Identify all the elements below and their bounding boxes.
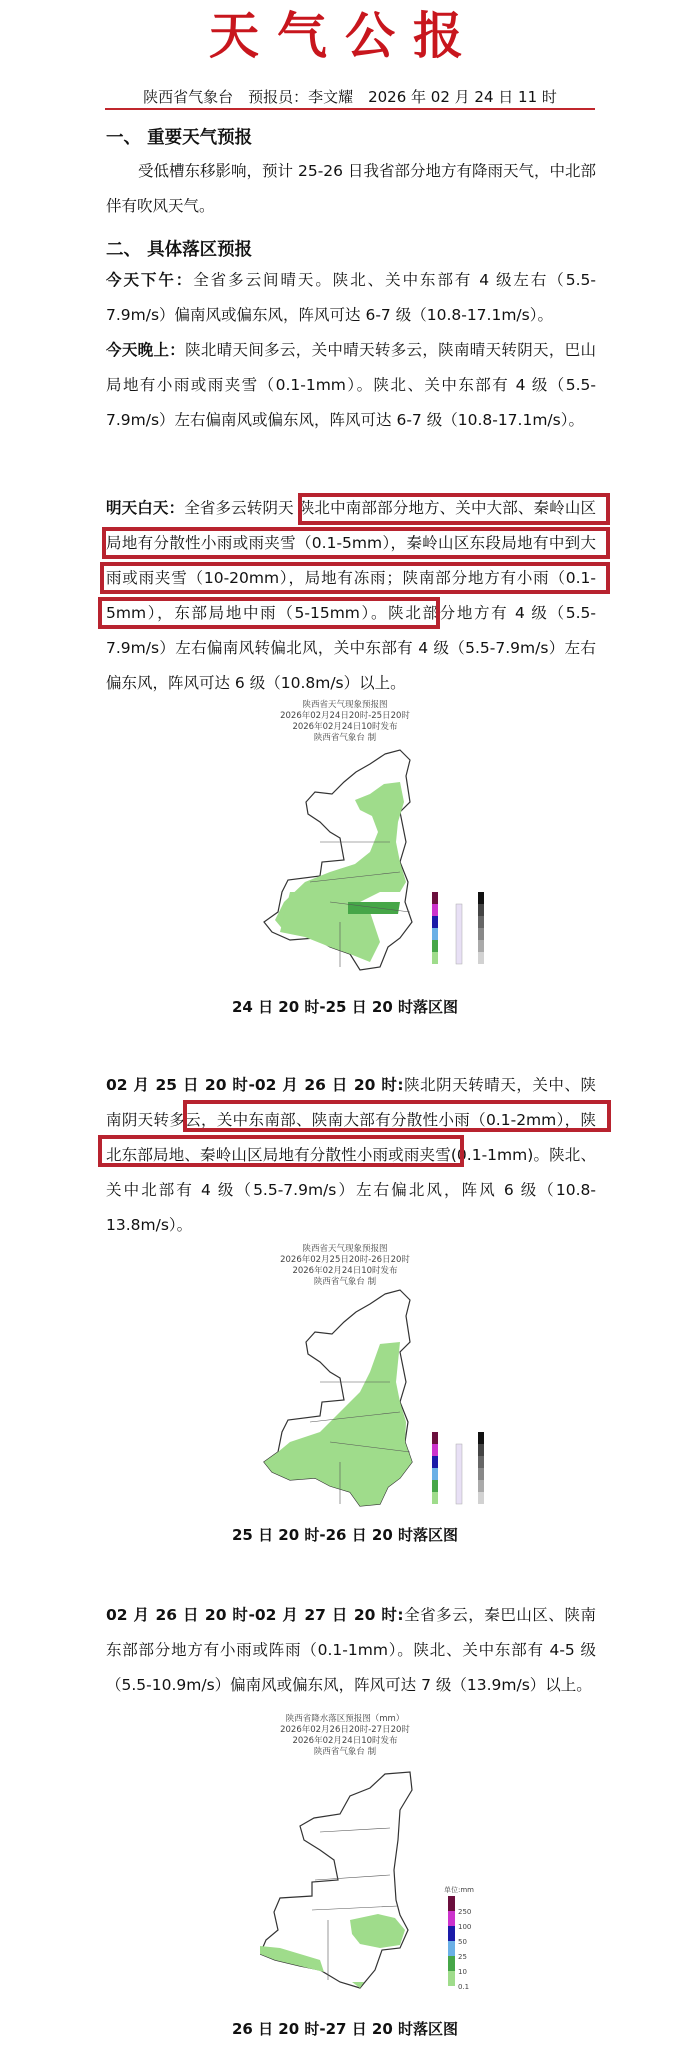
- legend-tick: 50: [458, 1938, 467, 1946]
- forecast-26-27: [106, 1598, 596, 1703]
- forecast-today-evening: [106, 333, 596, 438]
- forecast-today-afternoon: [106, 263, 596, 333]
- highlight-box: [102, 527, 610, 559]
- legend-sleet: [456, 1444, 462, 1504]
- precip-map-3: [260, 1770, 530, 2010]
- forecast-text: 陕北部分地方有 4 级（5.5-7.9m/s）左右偏南风转偏北风，关中东部有 4 级（5.5-7.9m/s）左右偏东风，阵风可达 6 级（10.8m/s）以上。: [106, 604, 596, 692]
- map-title: 陕西省天气现象预报图: [302, 1244, 388, 1254]
- map-issue-time: 2026年02月24日10时发布: [292, 1266, 398, 1276]
- map-issuer: 陕西省气象台 制: [313, 1747, 377, 1757]
- legend-rain: [432, 892, 438, 964]
- map-issue-time: 2026年02月24日10时发布: [292, 722, 398, 732]
- legend-tick: 100: [458, 1923, 472, 1931]
- map-valid-period: 2026年02月25日20时-26日20时: [280, 1255, 410, 1265]
- forecast-lead: 明天白天：: [106, 499, 185, 517]
- forecast-text: 全省多云转阴天: [184, 499, 294, 517]
- map-issuer: 陕西省气象台 制: [313, 733, 377, 743]
- map3-header: [0, 1714, 690, 1758]
- highlighted-forecast: 陕北中南部部分地方、关中大部、秦岭山区局地有分散性小雨或雨夹雪（0.1-5mm），秦岭山区东段局地有中到大雨或雨夹雪（10-20mm），局地有冻雨；陕南部分地方有小雨（0.1-5mm），东部局地中雨（5-15mm）。: [106, 499, 596, 622]
- forecast-lead: 02 月 26 日 20 时-02 月 27 日 20 时:: [106, 1606, 404, 1624]
- legend-tick: 10: [458, 1968, 467, 1976]
- highlighted-forecast: 关中东南部、陕南大部有分散性小雨（0.1-2mm），陕北东部局地、秦岭山区局地有分散性小雨或雨夹雪(0.1-1mm)。: [106, 1111, 596, 1164]
- highlight-box: [98, 597, 440, 629]
- forecast-lead: 今天下午：: [106, 271, 194, 289]
- precip-map-1: [260, 742, 530, 982]
- legend-tick: 250: [458, 1908, 472, 1916]
- legend-sleet: [456, 904, 462, 964]
- map-valid-period: 2026年02月24日20时-25日20时: [280, 711, 410, 721]
- map1-header: [0, 700, 690, 744]
- map-issue-time: 2026年02月24日10时发布: [292, 1736, 398, 1746]
- legend-snow: [478, 892, 484, 964]
- highlight-box: [98, 1135, 464, 1167]
- byline-divider: [105, 108, 595, 110]
- forecast-text: 陕北、关中北部有 4 级（5.5-7.9m/s）左右偏北风，阵风 6 级（10.8-13.8m/s）。: [106, 1146, 596, 1234]
- map1-caption: 24 日 20 时-25 日 20 时落区图: [231, 998, 459, 1016]
- map-valid-period: 2026年02月26日20时-27日20时: [280, 1725, 410, 1735]
- forecast-text: 全省多云间晴天。陕北、关中东部有 4 级左右（5.5-7.9m/s）偏南风或偏东风，阵风可达 6-7 级（10.8-17.1m/s）。: [106, 271, 596, 324]
- section1-heading: 一、 重要天气预报: [106, 128, 253, 148]
- map-title: 陕西省天气现象预报图: [302, 700, 388, 710]
- legend-tick: 25: [458, 1953, 467, 1961]
- forecast-lead: 今天晚上：: [106, 341, 186, 359]
- forecast-text: 陕北晴天间多云，关中晴天转多云，陕南晴天转阴天，巴山局地有小雨或雨夹雪（0.1-1mm）。陕北、关中东部有 4 级（5.5-7.9m/s）左右偏南风或偏东风，阵风可达 6-7 级（10.8-17.1m/s）。: [106, 341, 596, 429]
- bulletin-title: 天气公报: [209, 6, 481, 65]
- legend-precip: [444, 1885, 474, 1991]
- map-title: 陕西省降水落区预报图（mm）: [285, 1714, 405, 1724]
- legend-snow: [478, 1432, 484, 1504]
- map2-caption: 25 日 20 时-26 日 20 时落区图: [231, 1526, 459, 1544]
- legend-tick: 0.1: [458, 1983, 470, 1991]
- precip-map-2: [260, 1282, 530, 1512]
- highlight-box: [298, 493, 610, 525]
- byline: 陕西省气象台 预报员：李文耀 2026 年 02 月 24 日 11 时: [143, 88, 557, 106]
- forecast-lead: 02 月 25 日 20 时-02 月 26 日 20 时:: [106, 1076, 404, 1094]
- legend-rain: [432, 1432, 438, 1504]
- map3-caption: 26 日 20 时-27 日 20 时落区图: [231, 2020, 459, 2038]
- section2-heading: 二、 具体落区预报: [106, 240, 253, 260]
- legend-title: 单位:mm: [444, 1886, 474, 1894]
- highlight-box: [183, 1100, 611, 1132]
- forecast-text: 陕北阴天转晴天，关中、陕南阴天转多云，: [106, 1076, 596, 1129]
- highlight-box: [100, 562, 610, 594]
- forecast-text: 全省多云，秦巴山区、陕南东部部分地方有小雨或阵雨（0.1-1mm）。陕北、关中东部有 4-5 级（5.5-10.9m/s）偏南风或偏东风，阵风可达 7 级（13.9m/s）以上。: [106, 1606, 596, 1694]
- map-issuer: 陕西省气象台 制: [313, 1277, 377, 1287]
- section1-body: 受低槽东移影响，预计 25-26 日我省部分地方有降雨天气，中北部伴有吹风天气。: [106, 162, 596, 215]
